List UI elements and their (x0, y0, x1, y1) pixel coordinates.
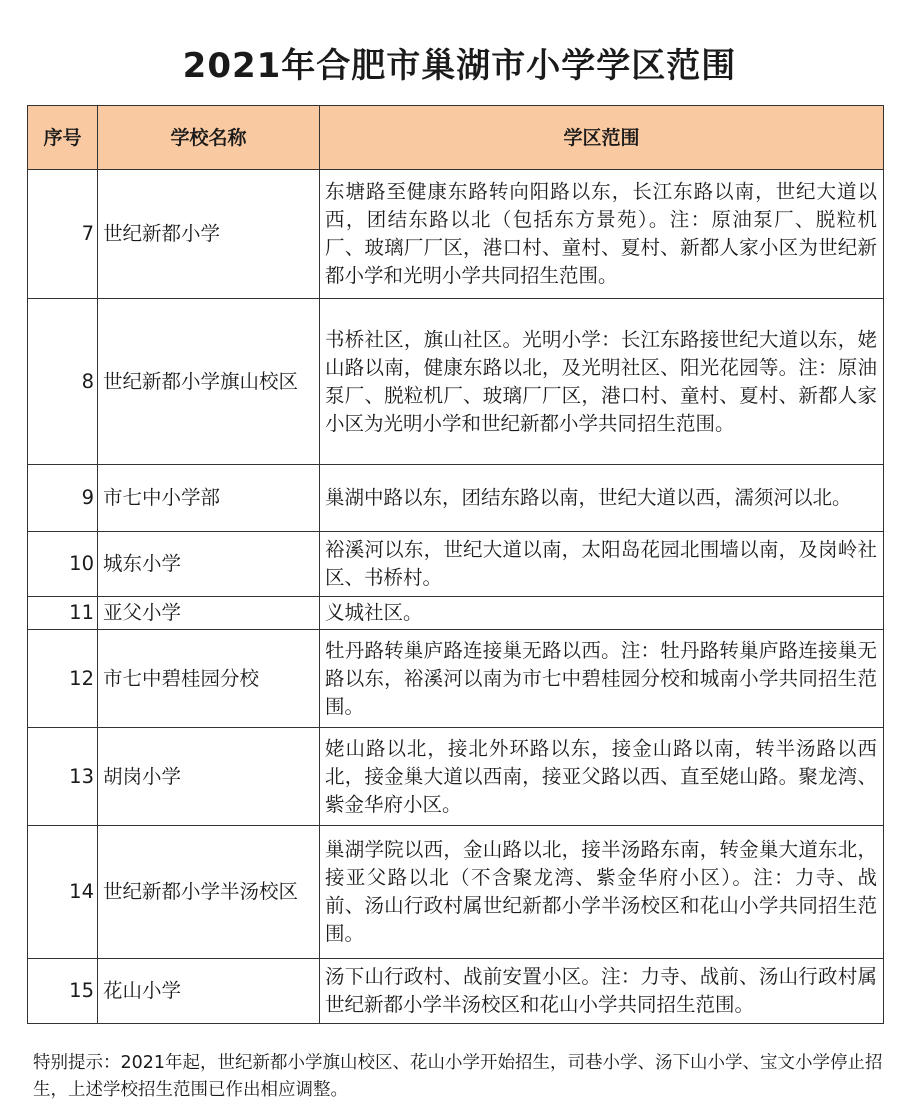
column-header-seq: 序号 (28, 106, 98, 170)
school-district-table (27, 105, 884, 1024)
row-school-name: 世纪新都小学半汤校区 (98, 826, 320, 959)
row-school-name: 市七中小学部 (98, 465, 320, 532)
row-seq: 10 (28, 532, 98, 597)
row-seq: 14 (28, 826, 98, 959)
row-seq: 8 (28, 299, 98, 465)
row-seq: 11 (28, 597, 98, 630)
row-scope: 裕溪河以东，世纪大道以南，太阳岛花园北围墙以南，及岗岭社区、书桥村。 (320, 532, 884, 597)
row-school-name: 花山小学 (98, 959, 320, 1024)
row-scope: 姥山路以北，接北外环路以东，接金山路以南，转半汤路以西北，接金巢大道以西南，接亚父路以西、直至姥山路。聚龙湾、紫金华府小区。 (320, 728, 884, 826)
row-scope: 牡丹路转巢庐路连接巢无路以西。注：牡丹路转巢庐路连接巢无路以东，裕溪河以南为市七中碧桂园分校和城南小学共同招生范围。 (320, 630, 884, 728)
row-seq: 13 (28, 728, 98, 826)
row-seq: 7 (28, 170, 98, 299)
row-scope: 汤下山行政村、战前安置小区。注：力寺、战前、汤山行政村属世纪新都小学半汤校区和花山小学共同招生范围。 (320, 959, 884, 1024)
row-school-name: 市七中碧桂园分校 (98, 630, 320, 728)
table-row (28, 826, 884, 959)
table-row (28, 299, 884, 465)
row-seq: 12 (28, 630, 98, 728)
footer-note: 特别提示：2021年起，世纪新都小学旗山校区、花山小学开始招生，司巷小学、汤下山小学、宝文小学停止招生，上述学校招生范围已作出相应调整。 (33, 1053, 883, 1100)
row-scope: 书桥社区，旗山社区。光明小学：长江东路接世纪大道以东，姥山路以南，健康东路以北，及光明社区、阳光花园等。注：原油泵厂、脱粒机厂、玻璃厂厂区，港口村、童村、夏村、新都人家小区为光明小学和世纪新都小学共同招生范围。 (320, 299, 884, 465)
row-school-name: 亚父小学 (98, 597, 320, 630)
table-row (28, 532, 884, 597)
row-scope: 义城社区。 (320, 597, 884, 630)
row-scope: 东塘路至健康东路转向阳路以东，长江东路以南，世纪大道以西，团结东路以北（包括东方景苑）。注：原油泵厂、脱粒机厂、玻璃厂厂区，港口村、童村、夏村、新都人家小区为世纪新都小学和光明小学共同招生范围。 (320, 170, 884, 299)
row-scope: 巢湖学院以西，金山路以北，接半汤路东南，转金巢大道东北，接亚父路以北（不含聚龙湾、紫金华府小区）。注：力寺、战前、汤山行政村属世纪新都小学半汤校区和花山小学共同招生范围。 (320, 826, 884, 959)
table-row (28, 465, 884, 532)
row-scope: 巢湖中路以东，团结东路以南，世纪大道以西，濡须河以北。 (320, 465, 884, 532)
table-row (28, 170, 884, 299)
row-school-name: 城东小学 (98, 532, 320, 597)
row-school-name: 胡岗小学 (98, 728, 320, 826)
page-title: 2021年合肥市巢湖市小学学区范围 (182, 46, 737, 86)
table-row (28, 959, 884, 1024)
row-seq: 9 (28, 465, 98, 532)
table-row (28, 597, 884, 630)
row-seq: 15 (28, 959, 98, 1024)
row-school-name: 世纪新都小学 (98, 170, 320, 299)
column-header-scope: 学区范围 (320, 106, 884, 170)
table-row (28, 630, 884, 728)
table-header-row (28, 106, 884, 170)
table-row (28, 728, 884, 826)
column-header-school: 学校名称 (98, 106, 320, 170)
row-school-name: 世纪新都小学旗山校区 (98, 299, 320, 465)
